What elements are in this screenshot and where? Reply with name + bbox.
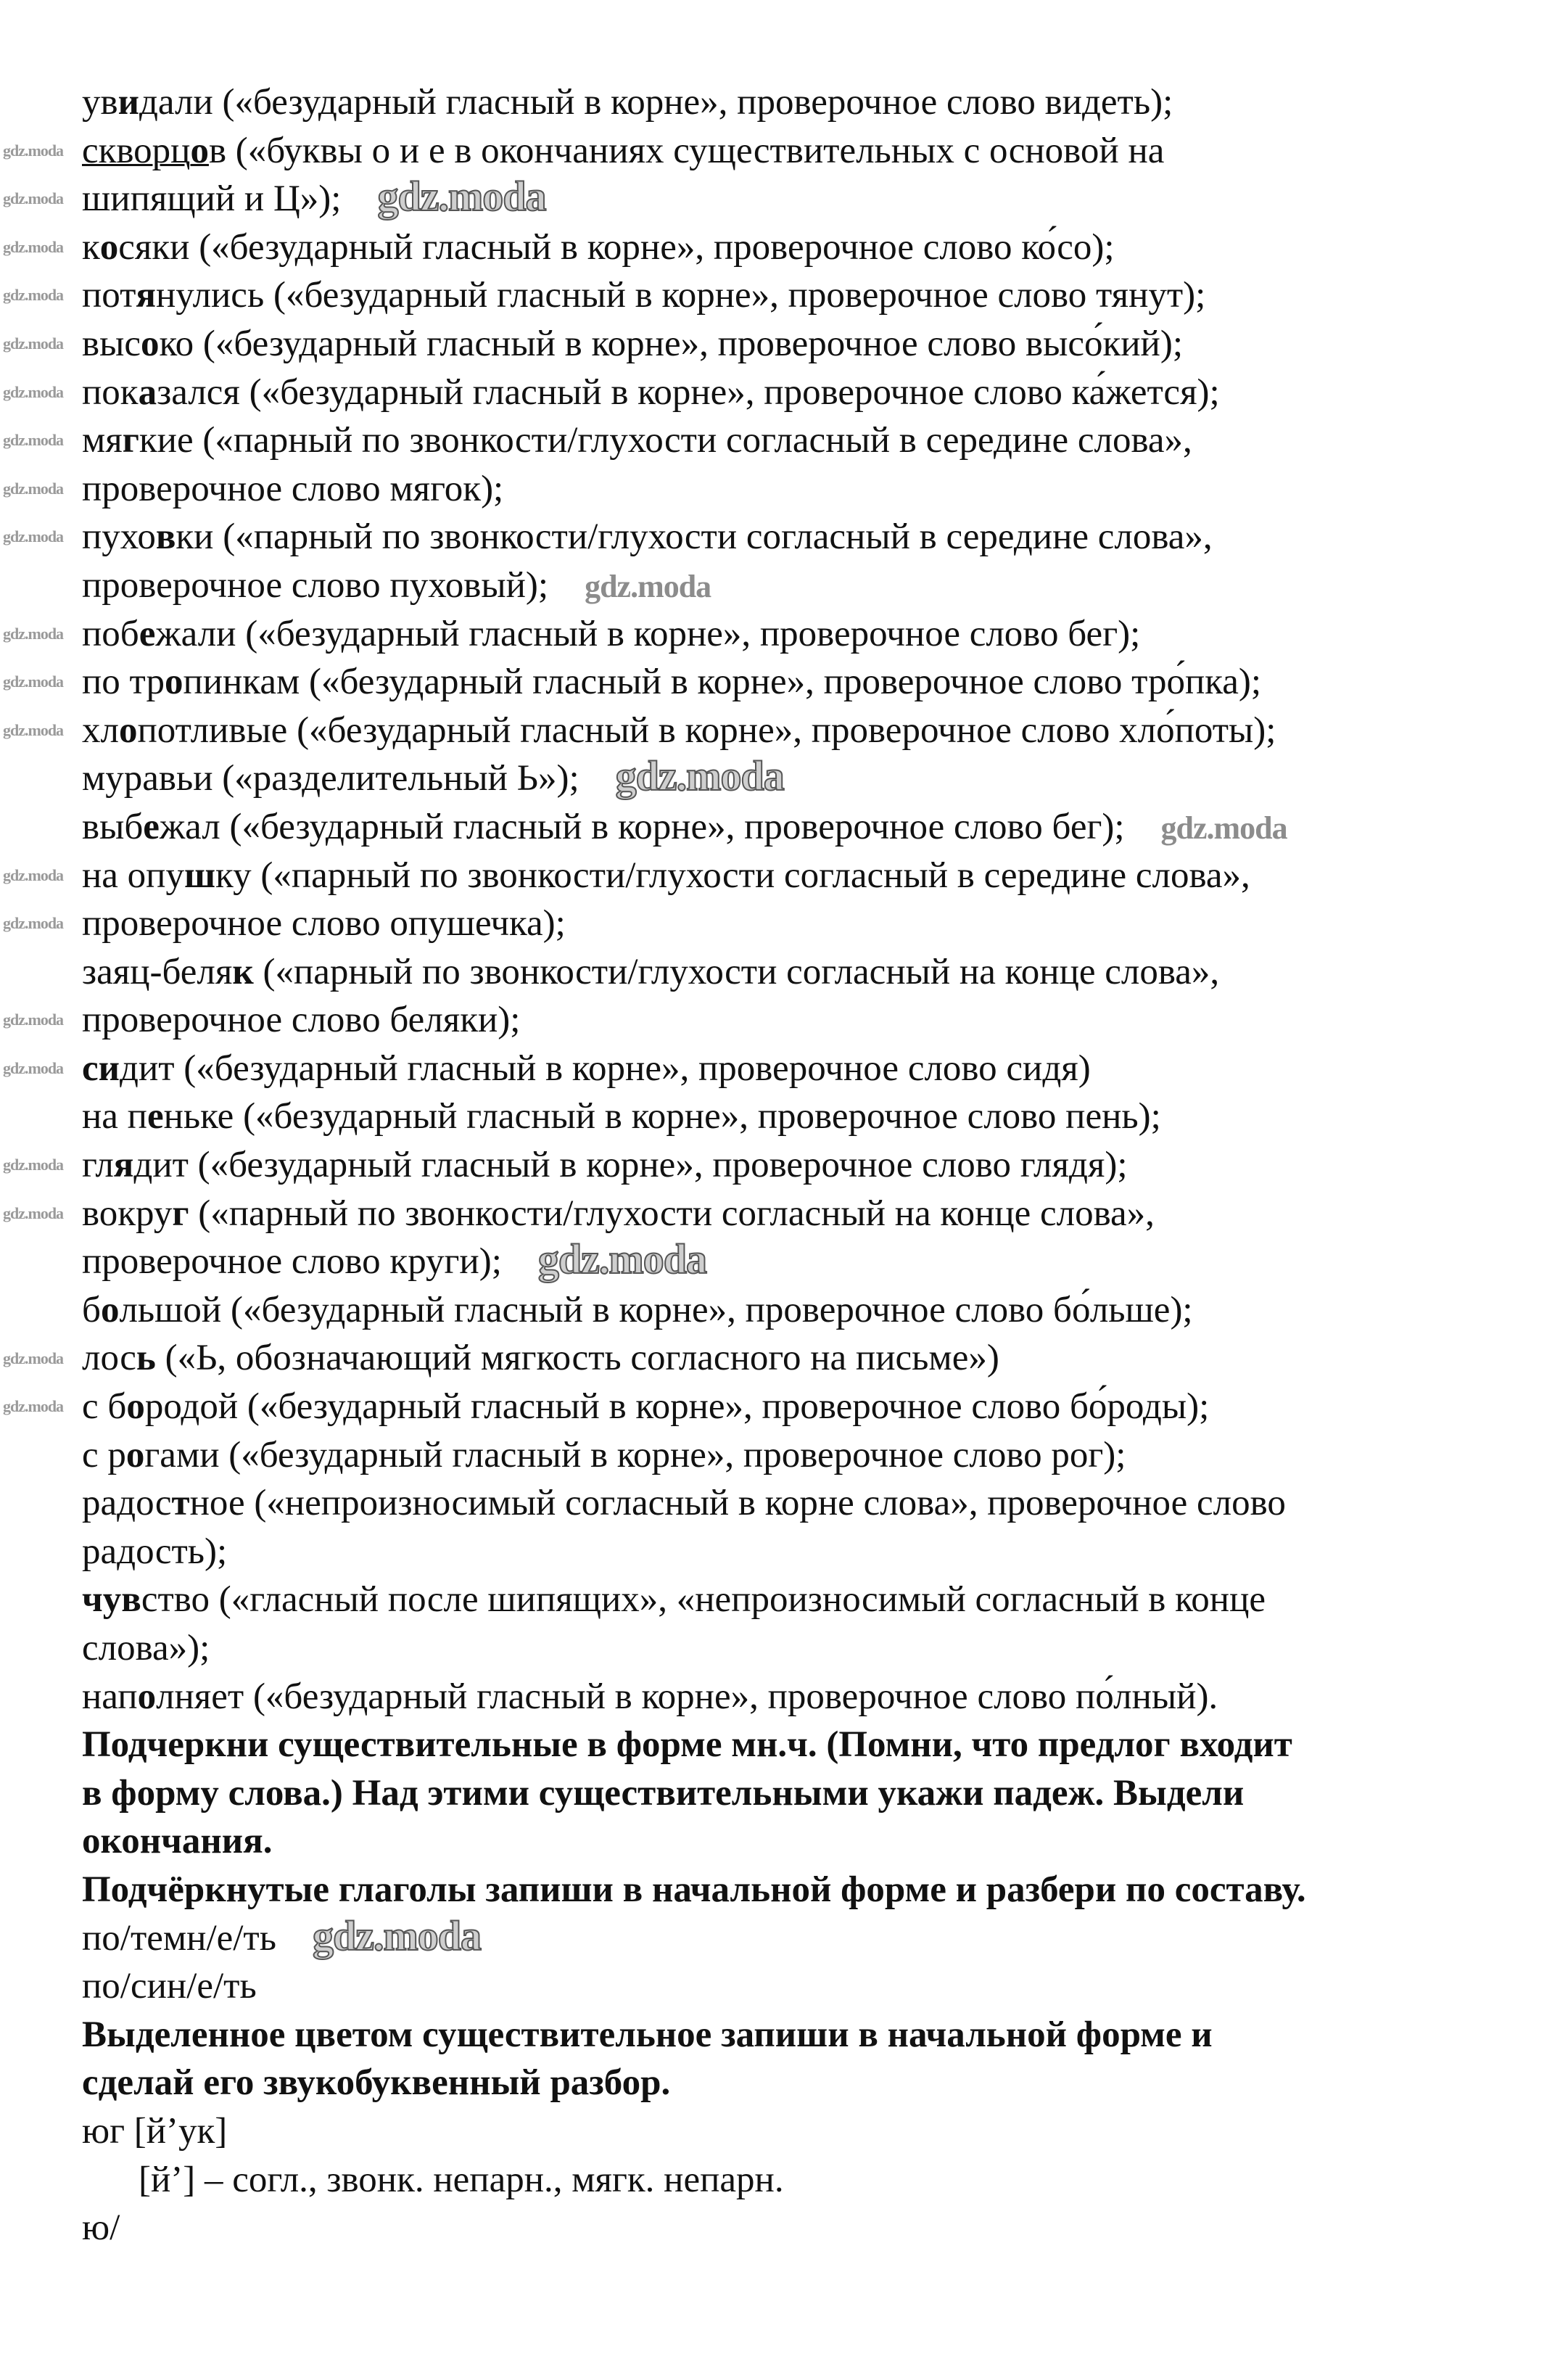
text-line: [82, 1962, 1561, 2011]
text-line: [82, 1334, 1561, 1383]
highlighted-letter: к: [232, 951, 254, 992]
watermark: gdz.moda: [3, 914, 64, 933]
text-segment: проверочное слово беляки);: [82, 1000, 521, 1041]
watermark-large: gdz.moda: [537, 1235, 706, 1283]
text-segment: гл: [82, 1145, 114, 1186]
highlighted-letter: о: [190, 130, 209, 171]
highlighted-letter: о: [164, 662, 183, 703]
highlighted-letter: о: [140, 323, 160, 364]
text-segment: б: [82, 1289, 101, 1330]
text-line: [82, 900, 1561, 948]
text-line: [82, 561, 1561, 610]
text-line: [82, 803, 1561, 852]
text-line: [82, 996, 1561, 1045]
watermark: gdz.moda: [3, 1010, 64, 1029]
watermark-medium: gdz.moda: [1160, 810, 1287, 846]
text-segment: пухо: [82, 516, 156, 558]
text-line: [82, 1045, 1561, 1093]
text-segment: ньке («безударный гласный в корне», проверочное слово пень);: [163, 1096, 1161, 1137]
watermark: gdz.moda: [3, 141, 64, 160]
text-line: [82, 948, 1561, 997]
text-segment: («парный по звонкости/глухости согласный на конце слова»,: [253, 951, 1220, 992]
text-segment: в форму слова.) Над этими существительными укажи падеж. Выдели: [82, 1772, 1245, 1814]
watermark: gdz.moda: [3, 672, 64, 691]
text-segment: муравьи («разделительный Ь»);: [82, 758, 579, 799]
text-segment: сяки («безударный гласный в корне», проверочное слово ко́со);: [118, 226, 1115, 268]
text-segment: пок: [82, 371, 139, 413]
text-line: [82, 707, 1561, 755]
watermark: gdz.moda: [3, 382, 64, 401]
text-segment: пот: [82, 275, 136, 316]
watermark: gdz.moda: [3, 624, 64, 643]
text-line: [82, 1431, 1561, 1480]
watermark: gdz.moda: [3, 334, 64, 353]
text-segment: льшой («безударный гласный в корне», проверочное слово бо́льше);: [119, 1289, 1193, 1330]
task-heading-line: [82, 1721, 1561, 1769]
highlighted-letter: т: [171, 1483, 190, 1524]
highlighted-letter: е: [139, 613, 156, 654]
text-segment: вокру: [82, 1193, 173, 1234]
text-line: [82, 1576, 1561, 1624]
highlighted-letter: ь: [136, 1338, 156, 1379]
task-heading-line: [82, 2059, 1561, 2107]
text-line: [82, 2204, 1561, 2252]
task-heading-line: [82, 1866, 1561, 1914]
text-segment: жали («безударный гласный в корне», проверочное слово бег);: [155, 613, 1141, 654]
underlined-segment: [190, 131, 209, 171]
text-segment: выс: [82, 323, 141, 364]
text-segment: ное («непроизносимый согласный в корне слова», проверочное слово: [189, 1483, 1286, 1524]
watermark: gdz.moda: [3, 1397, 64, 1416]
text-segment: с р: [82, 1434, 126, 1475]
text-line: [82, 320, 1561, 369]
text-line: [82, 513, 1561, 561]
text-line: [82, 223, 1561, 272]
text-segment: («парный по звонкости/глухости согласный на конце слова»,: [189, 1193, 1155, 1234]
text-line: [82, 1141, 1561, 1190]
text-segment: зался («безударный гласный в корне», проверочное слово ка́жется);: [157, 371, 1220, 413]
text-segment: по/син/е/ть: [82, 1966, 257, 2007]
text-segment: радость);: [82, 1531, 228, 1572]
highlighted-letter: я: [113, 1145, 134, 1186]
text-segment: потливые («безударный гласный в корне», проверочное слово хло́поты);: [137, 709, 1276, 751]
text-line: [82, 1190, 1561, 1238]
text-line: [82, 852, 1561, 900]
text-segment: дали («безударный гласный в корне», проверочное слово видеть);: [139, 82, 1173, 123]
watermark-medium: gdz.moda: [585, 568, 711, 604]
text-segment: нап: [82, 1676, 138, 1717]
highlighted-letter: о: [125, 1434, 145, 1475]
watermark-large: gdz.moda: [615, 752, 784, 800]
text-segment: сделай его звукобуквенный разбор.: [82, 2062, 671, 2104]
highlighted-letter: о: [100, 1289, 120, 1330]
text-line: [82, 1092, 1561, 1141]
text-segment: на п: [82, 1096, 147, 1137]
highlighted-letter: е: [147, 1096, 164, 1137]
text-segment: («Ь, обозначающий мягкость согласного на письме»): [155, 1338, 999, 1379]
text-segment: ув: [82, 82, 118, 123]
watermark-large: gdz.moda: [312, 1911, 482, 1959]
watermark: gdz.moda: [3, 1156, 64, 1174]
text-segment: жал («безударный гласный в корне», проверочное слово бег);: [159, 806, 1125, 847]
text-segment: проверочное слово опушечка);: [82, 903, 566, 944]
task-heading-line: [82, 2011, 1561, 2059]
text-segment: дит («безударный гласный в корне», проверочное слово сидя): [120, 1047, 1091, 1089]
watermark: gdz.moda: [3, 720, 64, 739]
highlighted-letter: чув: [82, 1579, 141, 1621]
text-line: [82, 369, 1561, 417]
task-heading-line: [82, 1817, 1561, 1866]
text-segment: проверочное слово пуховый);: [82, 564, 549, 606]
text-line: [82, 175, 1561, 223]
highlighted-letter: е: [143, 806, 160, 847]
highlighted-letter: я: [136, 275, 157, 316]
text-segment: слова»);: [82, 1628, 210, 1668]
watermark: gdz.moda: [3, 286, 64, 305]
watermark: gdz.moda: [3, 1203, 64, 1222]
text-segment: по тр: [82, 662, 165, 703]
text-segment: ко («безударный гласный в корне», проверочное слово высо́кий);: [159, 323, 1183, 364]
text-segment: лняет («безударный гласный в корне», проверочное слово по́лный).: [156, 1676, 1218, 1717]
watermark: gdz.moda: [3, 431, 64, 450]
text-line: [82, 2156, 1561, 2205]
text-segment: кие («парный по звонкости/глухости согласный в середине слова»,: [139, 420, 1192, 461]
text-segment: скворц: [82, 130, 191, 171]
text-segment: гами («безударный гласный в корне», проверочное слово рог);: [144, 1434, 1126, 1475]
text-segment: проверочное слово круги);: [82, 1241, 502, 1283]
text-segment: к: [82, 226, 100, 268]
text-line: [82, 78, 1561, 127]
text-segment: юг [й’ук]: [82, 2110, 228, 2152]
watermark-large: gdz.moda: [377, 173, 546, 221]
text-segment: лос: [82, 1338, 136, 1379]
underlined-segment: [82, 131, 190, 171]
text-segment: родой («безударный гласный в корне», проверочное слово бо́роды);: [144, 1386, 1210, 1428]
text-line: [82, 610, 1561, 659]
highlighted-letter: о: [118, 709, 138, 751]
text-segment: хл: [82, 709, 119, 751]
text-line: [82, 658, 1561, 707]
text-segment: Подчеркни существительные в форме мн.ч. (Помни, что предлог входит: [82, 1724, 1292, 1766]
text-line: [82, 754, 1561, 803]
highlighted-letter: г: [172, 1193, 189, 1234]
text-segment: нулись («безударный гласный в корне», проверочное слово тянут);: [156, 275, 1206, 316]
text-segment: мя: [82, 420, 123, 461]
text-segment: поб: [82, 613, 139, 654]
watermark: gdz.moda: [3, 527, 64, 546]
highlighted-letter: о: [126, 1386, 145, 1428]
text-line: [82, 465, 1561, 514]
watermark: gdz.moda: [3, 1059, 64, 1077]
text-segment: дит («безударный гласный в корне», проверочное слово глядя);: [133, 1145, 1128, 1186]
highlighted-letter: и: [117, 82, 139, 123]
text-segment: шипящий и Ц»);: [82, 178, 342, 220]
text-segment: проверочное слово мягок);: [82, 468, 504, 509]
text-segment: Подчёркнутые глаголы запиши в начальной форме и разбери по составу.: [82, 1869, 1306, 1910]
text-segment: радос: [82, 1483, 172, 1524]
text-segment: заяц-беля: [82, 951, 233, 992]
text-segment: выб: [82, 806, 144, 847]
watermark: gdz.moda: [3, 237, 64, 256]
text-segment: окончания.: [82, 1821, 273, 1862]
text-segment: [й’] – согл., звонк. непарн., мягк. непарн.: [139, 2159, 784, 2200]
text-segment: ство («гласный после шипящих», «непроизносимый согласный в конце: [141, 1579, 1266, 1621]
text-line: [82, 271, 1561, 320]
text-line: [82, 1911, 1561, 1963]
text-line: [82, 127, 1561, 176]
text-segment: в («буквы о и е в окончаниях существительных с основой на: [208, 130, 1165, 171]
text-segment: ки («парный по звонкости/глухости согласный в середине слова»,: [176, 516, 1213, 558]
highlighted-letter: о: [137, 1676, 157, 1717]
text-line: [82, 1528, 1561, 1576]
text-line: [82, 2107, 1561, 2156]
text-segment: на опу: [82, 855, 184, 896]
document-body: [82, 78, 1561, 2252]
highlighted-letter: г: [122, 420, 139, 461]
highlighted-letter: о: [99, 226, 119, 268]
text-segment: по/темн/е/ть: [82, 1917, 276, 1959]
text-segment: пинкам («безударный гласный в корне», проверочное слово тро́пка);: [183, 662, 1262, 703]
text-line: [82, 1479, 1561, 1528]
text-segment: с б: [82, 1386, 127, 1428]
text-line: [82, 1235, 1561, 1286]
text-line: [82, 1383, 1561, 1431]
text-line: [82, 1673, 1561, 1721]
highlighted-letter: ш: [183, 855, 216, 896]
text-line: [82, 1286, 1561, 1335]
highlighted-letter: си: [82, 1047, 120, 1089]
watermark: gdz.moda: [3, 865, 64, 884]
text-segment: Выделенное цветом существительное запиши в начальной форме и: [82, 2014, 1213, 2055]
watermark: gdz.moda: [3, 479, 64, 498]
watermark: gdz.moda: [3, 189, 64, 208]
watermark: gdz.moda: [3, 1349, 64, 1367]
text-segment: ку («парный по звонкости/глухости согласный в середине слова»,: [215, 855, 1250, 896]
highlighted-letter: а: [138, 371, 157, 413]
task-heading-line: [82, 1769, 1561, 1818]
highlighted-letter: в: [155, 516, 176, 558]
text-line: [82, 1624, 1561, 1673]
text-line: [82, 416, 1561, 465]
text-segment: ю/: [82, 2207, 120, 2249]
